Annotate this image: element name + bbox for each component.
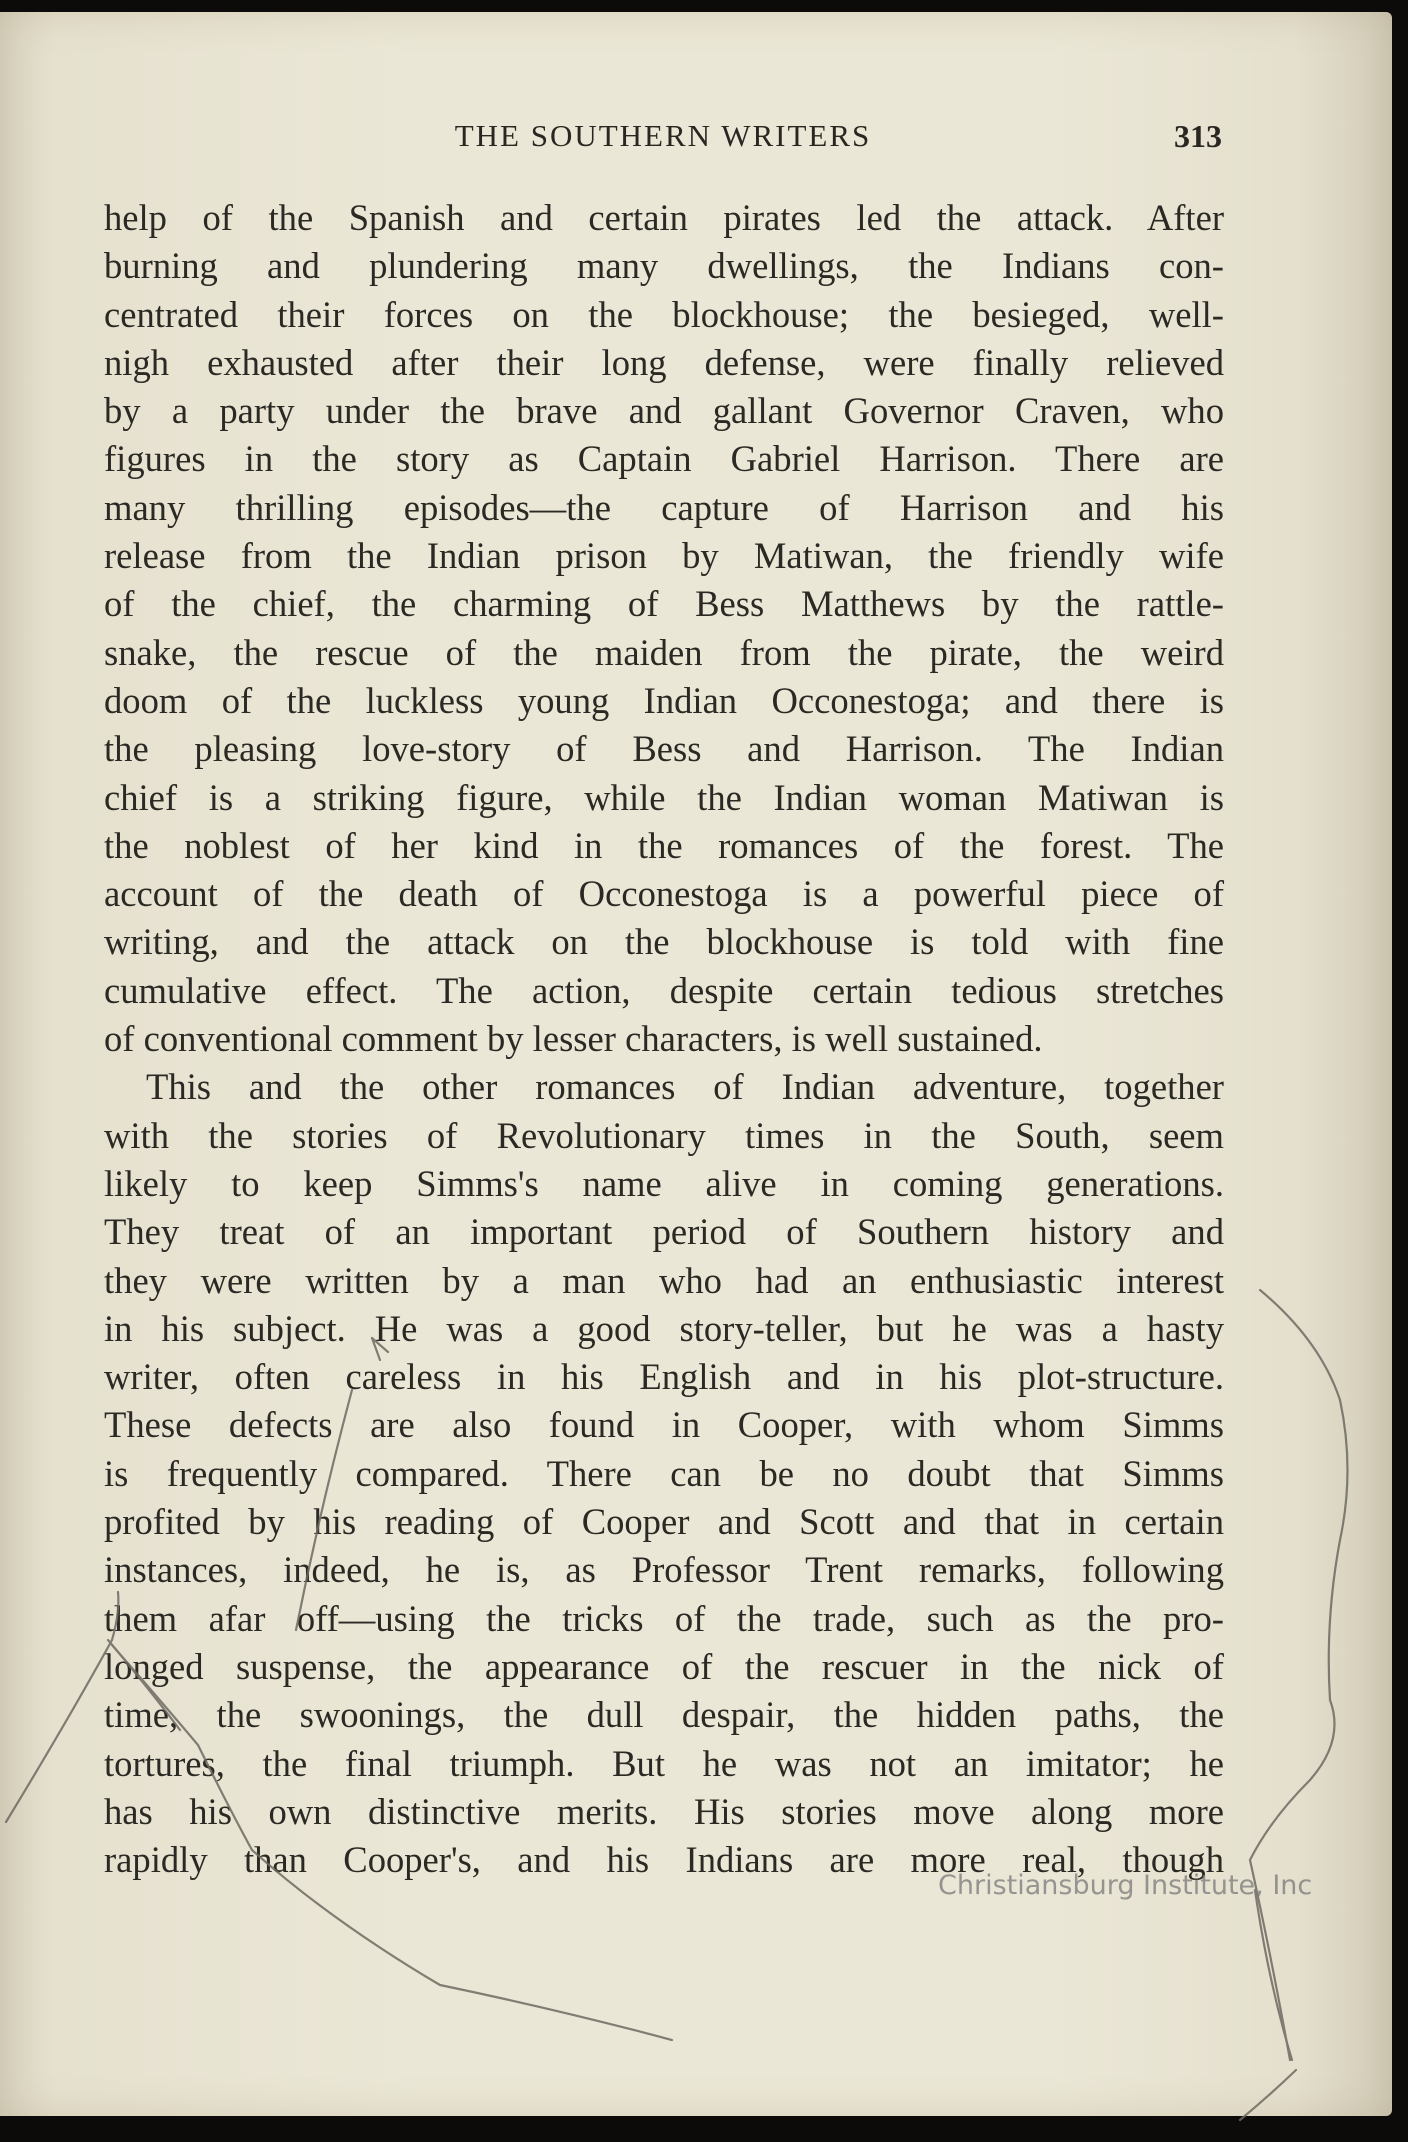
text-line: instances, indeed, he is, as Professor Trent remarks, following [104, 1549, 1224, 1591]
running-head [104, 118, 1222, 158]
text-line: account of the death of Occonestoga is a powerful piece of [104, 873, 1224, 915]
paragraph-2 [104, 1063, 1224, 1884]
text-line: of the chief, the charming of Bess Matthews by the rattle- [104, 583, 1224, 625]
text-line: cumulative effect. The action, despite certain tedious stretches [104, 969, 1224, 1011]
paragraph-1 [104, 194, 1224, 1063]
text-line: doom of the luckless young Indian Occonestoga; and there is [104, 679, 1224, 721]
text-line: help of the Spanish and certain pirates led the attack. After [104, 197, 1224, 238]
text-line: likely to keep Simms's name alive in coming generations. [104, 1162, 1224, 1204]
text-line: writer, often careless in his English and in his plot-structure. [104, 1356, 1224, 1398]
text-line: burning and plundering many dwellings, the Indians con- [104, 245, 1224, 287]
running-title: THE SOUTHERN WRITERS [454, 118, 872, 153]
text-line: release from the Indian prison by Matiwan, the friendly wife [104, 535, 1224, 577]
text-line: centrated their forces on the blockhouse; the besieged, well- [104, 293, 1224, 335]
text-line: by a party under the brave and gallant Governor Craven, who [104, 390, 1224, 432]
text-line: them afar off—using the tricks of the trade, such as the pro- [104, 1597, 1224, 1639]
text-line: time, the swoonings, the dull despair, the hidden paths, the [104, 1694, 1224, 1736]
text-line: chief is a striking figure, while the Indian woman Matiwan is [104, 776, 1224, 818]
text-line: of conventional comment by lesser characters, is well sustained. [104, 1018, 1043, 1060]
text-line: the noblest of her kind in the romances of the forest. The [104, 824, 1224, 866]
text-line: nigh exhausted after their long defense, were finally relieved [104, 341, 1224, 383]
text-line: They treat of an important period of Southern history and [104, 1211, 1224, 1253]
text-line: the pleasing love-story of Bess and Harrison. The Indian [104, 728, 1224, 770]
text-line: many thrilling episodes—the capture of Harrison and his [104, 486, 1224, 528]
watermark: Christiansburg Institute, Inc [938, 1870, 1313, 1901]
body-text [104, 194, 1224, 1884]
text-line: This and the other romances of Indian adventure, together [146, 1066, 1224, 1108]
text-line: longed suspense, the appearance of the rescuer in the nick of [104, 1645, 1224, 1687]
text-line: figures in the story as Captain Gabriel Harrison. There are [104, 438, 1224, 480]
text-line: they were written by a man who had an enthusiastic interest [104, 1259, 1224, 1301]
text-line: rapidly than Cooper's, and his Indians are more real, though [104, 1839, 1224, 1881]
text-line: profited by his reading of Cooper and Scott and that in certain [104, 1501, 1224, 1543]
text-line: in his subject. He was a good story-teller, but he was a hasty [104, 1307, 1224, 1349]
text-line: with the stories of Revolutionary times in the South, seem [104, 1114, 1224, 1156]
text-line: tortures, the final triumph. But he was not an imitator; he [104, 1742, 1224, 1784]
page-number: 313 [1174, 118, 1222, 154]
text-line: is frequently compared. There can be no doubt that Simms [104, 1452, 1224, 1494]
text-line: snake, the rescue of the maiden from the pirate, the weird [104, 631, 1224, 673]
text-line: These defects are also found in Cooper, with whom Simms [104, 1404, 1224, 1446]
text-line: writing, and the attack on the blockhouse is told with fine [104, 921, 1224, 963]
text-line: has his own distinctive merits. His stories move along more [104, 1790, 1224, 1832]
